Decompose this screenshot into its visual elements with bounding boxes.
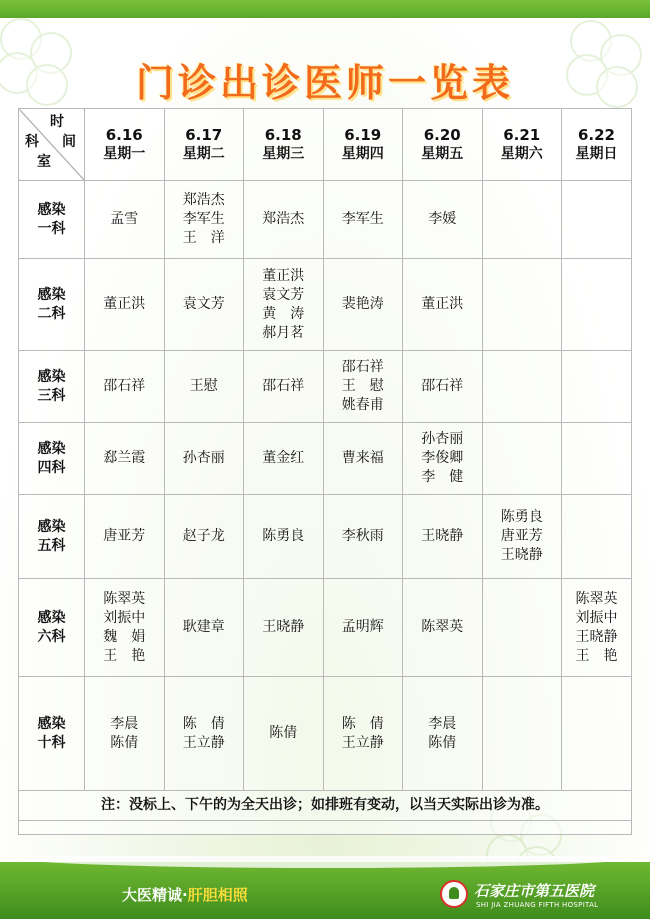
doctor-name: 董正洪 bbox=[103, 296, 146, 312]
schedule-cell bbox=[403, 259, 483, 351]
hospital-name-en: SHI JIA ZHUANG FIFTH HOSPITAL bbox=[476, 901, 599, 909]
department-label: 感染 bbox=[37, 201, 66, 218]
schedule-cell bbox=[403, 579, 483, 677]
table-row bbox=[19, 423, 632, 495]
department-cell bbox=[19, 351, 85, 423]
slogan-right: 肝胆相照 bbox=[187, 886, 248, 904]
table-row bbox=[19, 351, 632, 423]
footer-swoosh bbox=[0, 856, 650, 868]
doctor-name: 姚春甫 bbox=[341, 397, 384, 413]
schedule-cell bbox=[85, 181, 165, 259]
day-header bbox=[244, 109, 324, 181]
doctor-name: 王晓静 bbox=[500, 547, 543, 563]
corner-label: 室 bbox=[37, 154, 51, 170]
department-cell bbox=[19, 677, 85, 791]
spacer-row bbox=[19, 821, 632, 835]
schedule-cell bbox=[482, 579, 562, 677]
doctor-name: 王 艳 bbox=[575, 647, 618, 664]
doctor-name: 李晨 bbox=[110, 715, 139, 732]
schedule-cell bbox=[164, 677, 244, 791]
schedule-cell bbox=[562, 423, 632, 495]
table-row bbox=[19, 181, 632, 259]
schedule-cell bbox=[244, 259, 324, 351]
doctor-name: 董正洪 bbox=[262, 267, 305, 284]
department-label: 十科 bbox=[37, 734, 66, 751]
doctor-name: 王立静 bbox=[341, 734, 384, 751]
schedule-cell bbox=[85, 259, 165, 351]
doctor-name: 袁文芳 bbox=[182, 296, 225, 312]
doctor-name: 黄 涛 bbox=[262, 305, 305, 322]
department-cell bbox=[19, 579, 85, 677]
spacer-cell bbox=[19, 821, 632, 835]
schedule-cell bbox=[164, 351, 244, 423]
department-label: 五科 bbox=[37, 537, 66, 554]
department-label: 感染 bbox=[37, 518, 66, 535]
doctor-name: 董正洪 bbox=[421, 296, 464, 312]
doctor-name: 孙杏丽 bbox=[182, 450, 225, 466]
schedule-cell bbox=[403, 423, 483, 495]
schedule-cell bbox=[562, 495, 632, 579]
table-row bbox=[19, 677, 632, 791]
schedule-cell bbox=[323, 259, 403, 351]
doctor-name: 陈倩 bbox=[110, 734, 139, 751]
page-title: 门诊出诊医师一览表 bbox=[135, 61, 514, 105]
schedule-cell bbox=[244, 579, 324, 677]
day-header bbox=[403, 109, 483, 181]
schedule-cell bbox=[403, 677, 483, 791]
day-weekday: 星期三 bbox=[262, 145, 305, 162]
schedule-cell bbox=[164, 259, 244, 351]
doctor-name: 王晓静 bbox=[262, 619, 305, 635]
doctor-name: 邵石祥 bbox=[262, 378, 305, 394]
day-date: 6.21 bbox=[503, 125, 541, 144]
doctor-name: 王慰 bbox=[189, 378, 218, 394]
doctor-name: 王晓静 bbox=[575, 628, 618, 645]
doctor-name: 魏 娟 bbox=[103, 628, 146, 645]
corner-label: 时 bbox=[50, 114, 64, 130]
hospital-logo-icon bbox=[440, 880, 468, 908]
doctor-name: 董金红 bbox=[262, 450, 305, 466]
doctor-name: 孟明辉 bbox=[341, 619, 384, 635]
doctor-name: 刘振中 bbox=[575, 609, 618, 626]
doctor-name: 郝月茗 bbox=[262, 324, 305, 341]
schedule-cell bbox=[164, 181, 244, 259]
schedule-cell bbox=[403, 495, 483, 579]
day-date: 6.16 bbox=[105, 125, 143, 144]
schedule-cell bbox=[482, 259, 562, 351]
table-row bbox=[19, 259, 632, 351]
doctor-name: 孟雪 bbox=[110, 211, 139, 227]
schedule-cell bbox=[482, 181, 562, 259]
day-header bbox=[85, 109, 165, 181]
doctor-name: 郄兰霞 bbox=[103, 450, 146, 466]
schedule-cell bbox=[323, 181, 403, 259]
top-banner-bar bbox=[0, 0, 650, 18]
schedule-cell bbox=[244, 495, 324, 579]
schedule-cell bbox=[562, 351, 632, 423]
doctor-name: 裴艳涛 bbox=[341, 296, 384, 312]
doctor-name: 孙杏丽 bbox=[421, 431, 464, 447]
schedule-cell bbox=[323, 423, 403, 495]
doctor-name: 李 健 bbox=[421, 469, 464, 485]
schedule-note: 注：没标上、下午的为全天出诊；如排班有变动，以当天实际出诊为准。 bbox=[19, 791, 632, 821]
schedule-cell bbox=[323, 677, 403, 791]
hospital-name-cn: 石家庄市第五医院 bbox=[474, 882, 595, 900]
schedule-table bbox=[18, 108, 632, 835]
doctor-name: 陈翠英 bbox=[103, 590, 146, 607]
doctor-name: 唐亚芳 bbox=[500, 528, 543, 544]
table-row bbox=[19, 495, 632, 579]
schedule-cell bbox=[85, 495, 165, 579]
department-cell bbox=[19, 423, 85, 495]
schedule-cell bbox=[244, 677, 324, 791]
day-date: 6.20 bbox=[423, 125, 461, 144]
schedule-cell bbox=[323, 579, 403, 677]
schedule-cell bbox=[85, 677, 165, 791]
schedule-cell bbox=[244, 423, 324, 495]
doctor-name: 陈勇良 bbox=[500, 509, 543, 525]
doctor-name: 陈勇良 bbox=[262, 528, 305, 544]
doctor-name: 曹来福 bbox=[341, 450, 384, 466]
doctor-name: 陈倩 bbox=[428, 734, 457, 751]
doctor-name: 郑浩杰 bbox=[182, 192, 225, 208]
doctor-name: 王 慰 bbox=[341, 378, 384, 394]
schedule-cell bbox=[562, 259, 632, 351]
day-header bbox=[323, 109, 403, 181]
day-weekday: 星期二 bbox=[182, 145, 225, 162]
schedule-cell bbox=[323, 495, 403, 579]
department-label: 感染 bbox=[37, 368, 66, 385]
schedule-cell bbox=[164, 423, 244, 495]
doctor-name: 李军生 bbox=[341, 211, 384, 227]
day-header bbox=[164, 109, 244, 181]
footer-slogan bbox=[122, 884, 248, 905]
doctor-name: 李俊卿 bbox=[421, 450, 464, 466]
doctor-name: 邵石祥 bbox=[341, 359, 384, 375]
day-date: 6.18 bbox=[264, 125, 302, 144]
doctor-name: 李晨 bbox=[428, 715, 457, 732]
slogan-left: 大医精诚· bbox=[122, 886, 188, 904]
schedule-cell bbox=[85, 579, 165, 677]
day-date: 6.17 bbox=[185, 125, 223, 144]
department-label: 二科 bbox=[37, 305, 66, 322]
schedule-cell bbox=[482, 677, 562, 791]
corner-label: 间 bbox=[62, 134, 76, 150]
schedule-cell bbox=[85, 351, 165, 423]
day-weekday: 星期日 bbox=[575, 145, 618, 162]
doctor-name: 李秋雨 bbox=[341, 528, 384, 544]
doctor-name: 王 洋 bbox=[182, 230, 225, 246]
schedule-cell bbox=[562, 677, 632, 791]
department-cell bbox=[19, 181, 85, 259]
doctor-name: 耿建章 bbox=[182, 619, 225, 635]
doctor-name: 赵子龙 bbox=[182, 528, 225, 544]
department-cell bbox=[19, 495, 85, 579]
day-header bbox=[562, 109, 632, 181]
schedule-cell bbox=[562, 579, 632, 677]
day-header bbox=[482, 109, 562, 181]
doctor-name: 袁文芳 bbox=[262, 286, 305, 303]
schedule-cell bbox=[244, 181, 324, 259]
doctor-name: 李媛 bbox=[428, 211, 457, 227]
doctor-name: 陈倩 bbox=[269, 725, 298, 741]
doctor-name: 王 艳 bbox=[103, 647, 146, 664]
schedule-cell bbox=[164, 495, 244, 579]
doctor-name: 王晓静 bbox=[421, 528, 464, 544]
day-weekday: 星期六 bbox=[500, 145, 543, 162]
day-weekday: 星期四 bbox=[341, 145, 384, 162]
doctor-name: 唐亚芳 bbox=[103, 528, 146, 544]
doctor-name: 王立静 bbox=[182, 734, 225, 751]
doctor-name: 郑浩杰 bbox=[262, 211, 305, 227]
schedule-cell bbox=[403, 181, 483, 259]
header-row bbox=[19, 109, 632, 181]
schedule-cell bbox=[482, 423, 562, 495]
department-label: 感染 bbox=[37, 286, 66, 303]
day-weekday: 星期五 bbox=[421, 145, 464, 162]
schedule-cell bbox=[403, 351, 483, 423]
doctor-name: 刘振中 bbox=[103, 609, 146, 626]
doctor-name: 陈 倩 bbox=[182, 715, 225, 732]
table-row bbox=[19, 579, 632, 677]
schedule-cell bbox=[244, 351, 324, 423]
department-label: 感染 bbox=[37, 609, 66, 626]
corner-label: 科 bbox=[25, 134, 39, 150]
corner-header-cell bbox=[19, 109, 85, 181]
doctor-name: 陈 倩 bbox=[341, 715, 384, 732]
department-cell bbox=[19, 259, 85, 351]
schedule-cell bbox=[482, 495, 562, 579]
department-label: 六科 bbox=[37, 628, 66, 645]
doctor-name: 邵石祥 bbox=[421, 378, 464, 394]
department-label: 感染 bbox=[37, 715, 66, 732]
schedule-cell bbox=[323, 351, 403, 423]
doctor-name: 邵石祥 bbox=[103, 378, 146, 394]
schedule-cell bbox=[562, 181, 632, 259]
doctor-name: 李军生 bbox=[182, 211, 225, 227]
schedule-cell bbox=[85, 423, 165, 495]
schedule-cell bbox=[164, 579, 244, 677]
day-weekday: 星期一 bbox=[103, 145, 146, 162]
department-label: 一科 bbox=[37, 220, 66, 237]
day-date: 6.22 bbox=[577, 125, 615, 144]
schedule-cell bbox=[482, 351, 562, 423]
doctor-name: 陈翠英 bbox=[421, 619, 464, 635]
department-label: 三科 bbox=[37, 387, 66, 404]
department-label: 感染 bbox=[37, 440, 66, 457]
day-date: 6.19 bbox=[344, 125, 382, 144]
department-label: 四科 bbox=[37, 459, 66, 476]
doctor-name: 陈翠英 bbox=[575, 590, 618, 607]
note-row bbox=[19, 791, 632, 821]
